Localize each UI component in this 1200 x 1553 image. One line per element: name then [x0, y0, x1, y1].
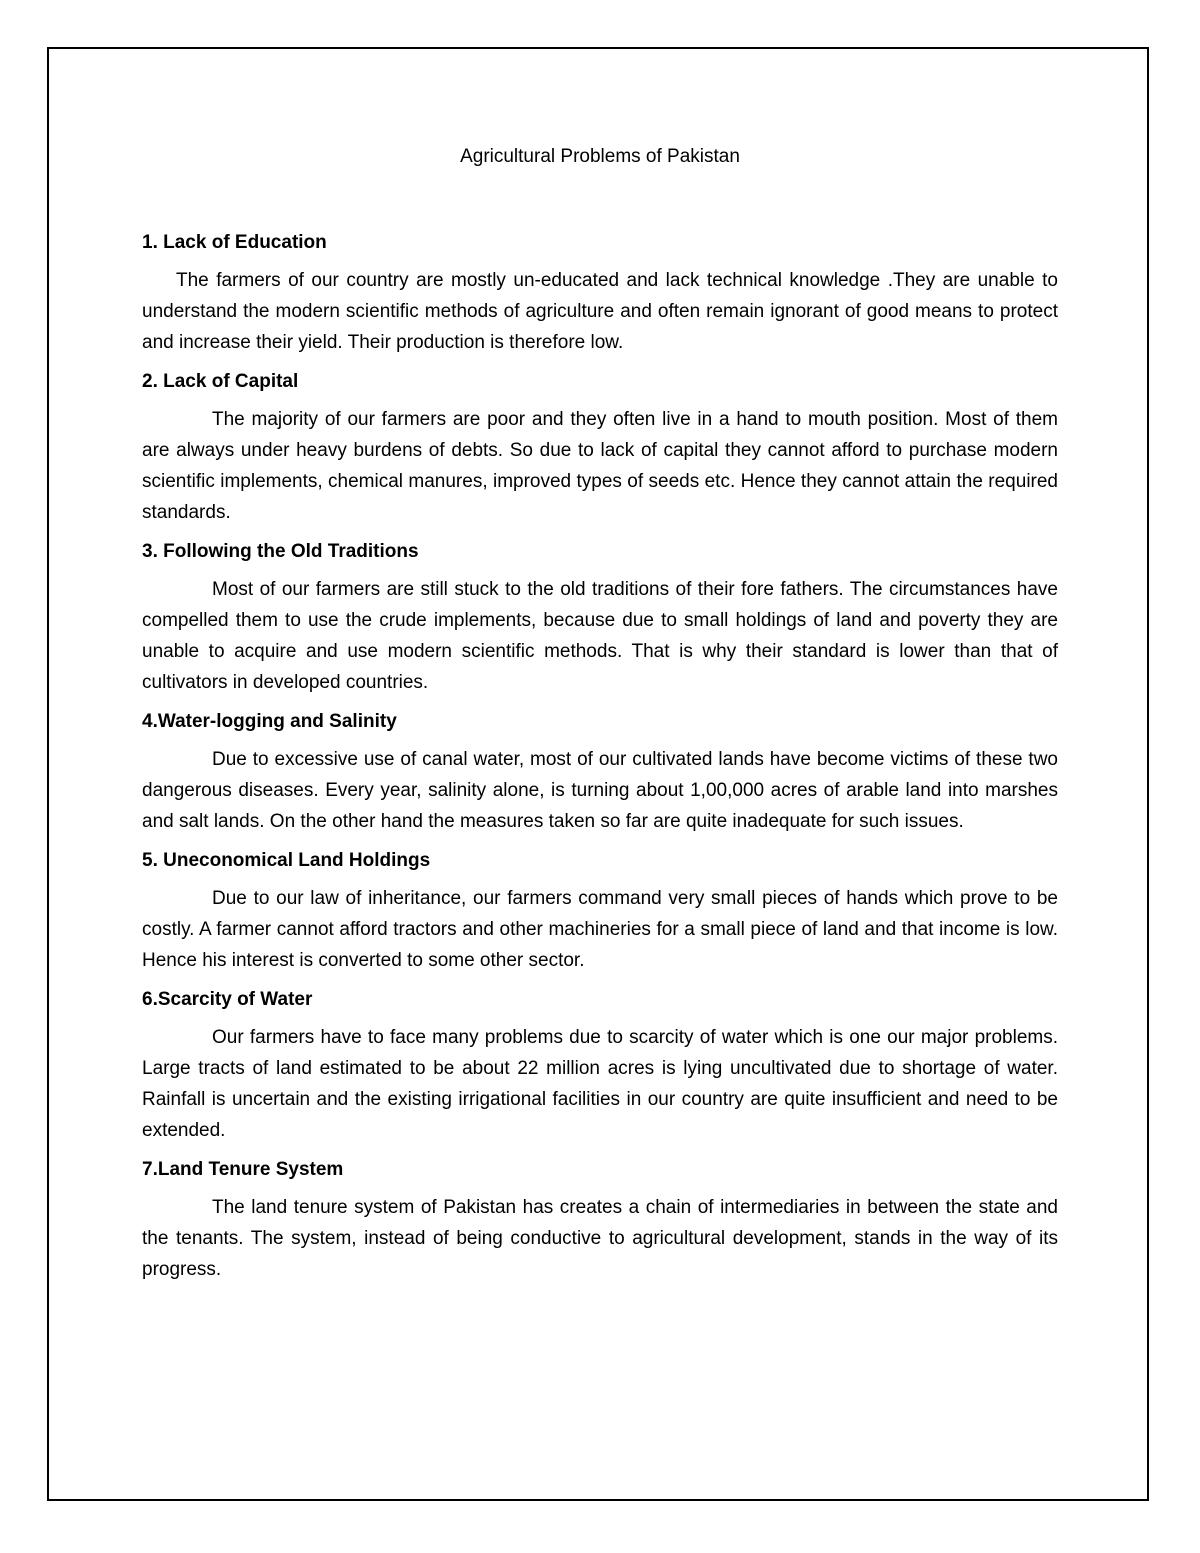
section-land-tenure-system — [142, 1156, 1058, 1285]
section-heading: 5. Uneconomical Land Holdings — [142, 850, 431, 871]
section-body: The land tenure system of Pakistan has creates a chain of intermediaries in between the state and the tenants. The system, instead of being conductive to agricultural development, stands in the way of its progress. — [142, 1197, 1058, 1280]
section-scarcity-of-water — [142, 986, 1058, 1146]
section-heading: 2. Lack of Capital — [142, 371, 299, 392]
section-old-traditions — [142, 538, 1058, 698]
section-body: Our farmers have to face many problems due to scarcity of water which is one our major problems. Large tracts of land estimated to be about 22 million acres is lying uncultivated due to shortage of water. Rainfall is uncertain and the existing irrigational facilities in our country are quite insufficient and need to be extended. — [142, 1027, 1058, 1141]
section-water-logging-salinity — [142, 708, 1058, 837]
section-lack-of-capital — [142, 368, 1058, 528]
section-heading: 1. Lack of Education — [142, 232, 327, 253]
section-heading: 4.Water-logging and Salinity — [142, 711, 397, 732]
section-body: Most of our farmers are still stuck to the old traditions of their fore fathers. The circumstances have compelled them to use the crude implements, because due to small holdings of land and poverty they are unable to acquire and use modern scientific methods. That is why their standard is lower than that of cultivators in developed countries. — [142, 579, 1058, 693]
section-body: Due to excessive use of canal water, most of our cultivated lands have become victims of these two dangerous diseases. Every year, salinity alone, is turning about 1,00,000 acres of arable land into marshes and salt lands. On the other hand the measures taken so far are quite inadequate for such issues. — [142, 749, 1058, 832]
section-body: The majority of our farmers are poor and they often live in a hand to mouth position. Most of them are always under heavy burdens of debts. So due to lack of capital they cannot afford to purchase modern scientific implements, chemical manures, improved types of seeds etc. Hence they cannot attain the required standards. — [142, 409, 1058, 523]
section-heading: 3. Following the Old Traditions — [142, 541, 419, 562]
section-body: The farmers of our country are mostly un-educated and lack technical knowledge .They are unable to understand the modern scientific methods of agriculture and often remain ignorant of good means to protect and increase their yield. Their production is therefore low. — [142, 270, 1058, 353]
section-body: Due to our law of inheritance, our farmers command very small pieces of hands which prove to be costly. A farmer cannot afford tractors and other machineries for a small piece of land and that income is low. Hence his interest is converted to some other sector. — [142, 888, 1058, 971]
section-lack-of-education — [142, 229, 1058, 358]
section-heading: 7.Land Tenure System — [142, 1159, 344, 1180]
document-content — [142, 140, 1058, 1295]
section-uneconomical-land-holdings — [142, 847, 1058, 976]
section-heading: 6.Scarcity of Water — [142, 989, 313, 1010]
document-title: Agricultural Problems of Pakistan — [460, 146, 740, 167]
